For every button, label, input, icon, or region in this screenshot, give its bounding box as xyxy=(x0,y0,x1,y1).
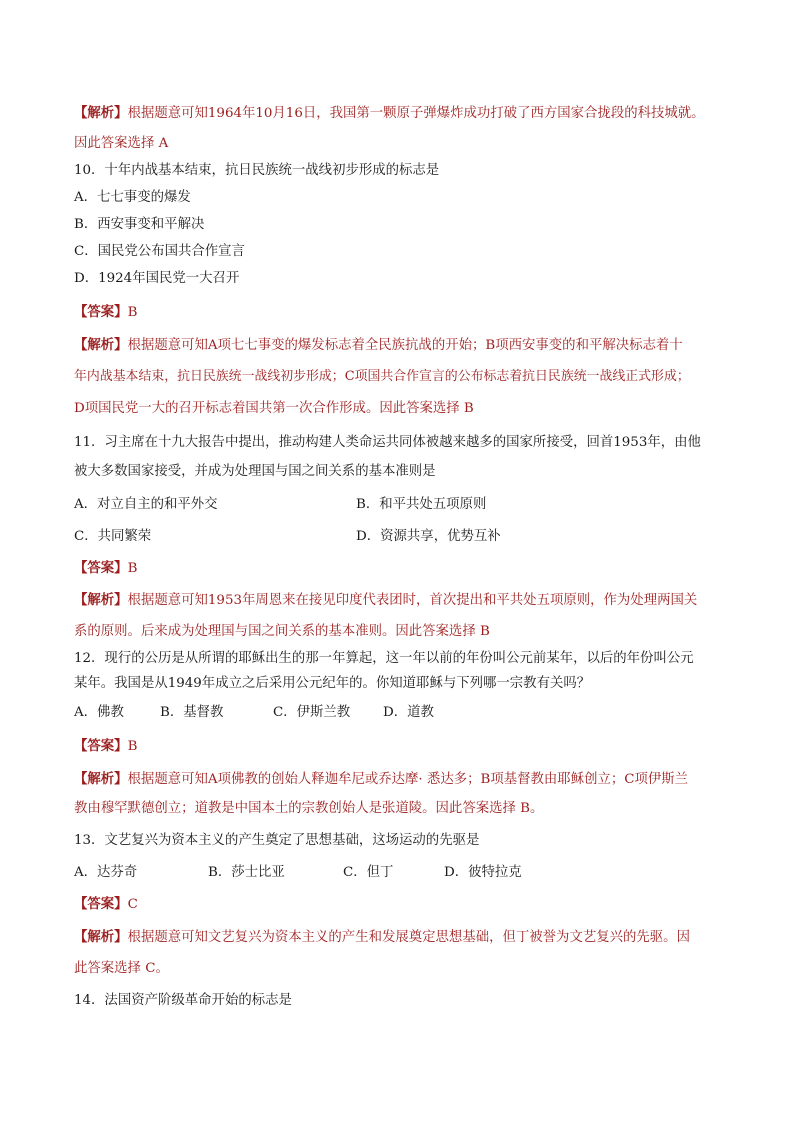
q10-stem: 10．十年内战基本结束，抗日民族统一战线初步形成的标志是 xyxy=(74,163,440,178)
analysis-label: 【解析】 xyxy=(74,105,128,121)
q12-analysis-line-1: 【解析】根据题意可知A项佛教的创始人释迦牟尼或乔达摩· 悉达多；B项基督教由耶稣创立；C项伊斯兰 xyxy=(74,771,689,787)
q13-analysis-line-1: 【解析】根据题意可知文艺复兴为资本主义的产生和发展奠定思想基础，但丁被誉为文艺复兴的先驱。因 xyxy=(74,929,690,945)
q11-option-b: B．和平共处五项原则 xyxy=(356,497,487,512)
answer-label: 【答案】 xyxy=(74,304,128,320)
q10-answer: 【答案】B xyxy=(74,304,138,320)
analysis-label: 【解析】 xyxy=(74,337,128,353)
q13-stem: 13．文艺复兴为资本主义的产生奠定了思想基础，这场运动的先驱是 xyxy=(74,833,480,848)
q11-analysis-line-2: 系的原则。后来成为处理国与国之间关系的基本准则。因此答案选择 B xyxy=(74,624,490,639)
q11-stem-line-2: 被大多数国家接受，并成为处理国与国之间关系的基本准则是 xyxy=(74,464,436,479)
q12-option-c: C．伊斯兰教 xyxy=(273,705,351,720)
q11-option-row-1 xyxy=(74,493,218,512)
q13-analysis-line-2: 此答案选择 C。 xyxy=(74,961,169,976)
q12-option-a: A．佛教 xyxy=(74,705,124,720)
q13-option-d: D．彼特拉克 xyxy=(444,865,522,880)
q10-analysis-line-3: D项国民党一大的召开标志着国共第一次合作形成。因此答案选择 B xyxy=(74,401,474,416)
q12-stem-line-1: 12．现行的公历是从所谓的耶稣出生的那一年算起，这一年以前的年份叫公元前某年，以后的年份叫公元 xyxy=(74,651,694,666)
q11-answer: 【答案】B xyxy=(74,560,138,576)
q11-option-a: A．对立自主的和平外交 xyxy=(74,497,218,512)
answer-label: 【答案】 xyxy=(74,738,128,754)
q10-option-a: A．七七事变的爆发 xyxy=(74,190,191,205)
q10-analysis-line-1: 【解析】根据题意可知A项七七事变的爆发标志着全民族抗战的开始；B项西安事变的和平解决标志着十 xyxy=(74,337,683,353)
q12-option-d: D．道教 xyxy=(383,705,434,720)
q13-option-a: A．达芬奇 xyxy=(74,865,138,880)
q12-answer: 【答案】B xyxy=(74,738,138,754)
q12-stem-line-2: 某年。我国是从1949年成立之后采用公元纪年的。你知道耶稣与下列哪一宗教有关吗？ xyxy=(74,676,591,691)
q12-analysis-line-2: 教由穆罕默德创立；道教是中国本土的宗教创始人是张道陵。因此答案选择 B。 xyxy=(74,801,544,816)
q9-analysis-line-1: 【解析】根据题意可知1964年10月16日，我国第一颗原子弹爆炸成功打破了西方国家合拢段的科技城就。 xyxy=(74,105,705,121)
answer-label: 【答案】 xyxy=(74,560,128,576)
q11-option-d: D．资源共享，优势互补 xyxy=(356,529,501,544)
q9-analysis-line-2: 因此答案选择 A xyxy=(74,136,169,151)
q11-option-c: C．共同繁荣 xyxy=(74,529,152,544)
q13-option-c: C．但丁 xyxy=(343,865,394,880)
q11-analysis-line-1: 【解析】根据题意可知1953年周恩来在接见印度代表团时，首次提出和平共处五项原则，作为处理两国关 xyxy=(74,592,698,608)
analysis-label: 【解析】 xyxy=(74,929,128,945)
answer-label: 【答案】 xyxy=(74,896,128,912)
q10-option-b: B．西安事变和平解决 xyxy=(74,217,205,232)
q14-stem: 14．法国资产阶级革命开始的标志是 xyxy=(74,993,292,1008)
q12-option-b: B．基督教 xyxy=(160,705,224,720)
q10-option-d: D．1924年国民党一大召开 xyxy=(74,271,240,286)
q11-stem-line-1: 11．习主席在十九大报告中提出，推动构建人类命运共同体被越来越多的国家所接受，回首1953年，由他 xyxy=(74,435,701,450)
q13-option-b: B．莎士比亚 xyxy=(208,865,285,880)
q10-analysis-line-2: 年内战基本结束，抗日民族统一战线初步形成；C项国共合作宣言的公布标志着抗日民族统一战线正式形成； xyxy=(74,369,690,384)
q10-option-c: C．国民党公布国共合作宣言 xyxy=(74,244,245,259)
analysis-label: 【解析】 xyxy=(74,771,128,787)
q13-answer: 【答案】C xyxy=(74,896,138,912)
analysis-label: 【解析】 xyxy=(74,592,128,608)
